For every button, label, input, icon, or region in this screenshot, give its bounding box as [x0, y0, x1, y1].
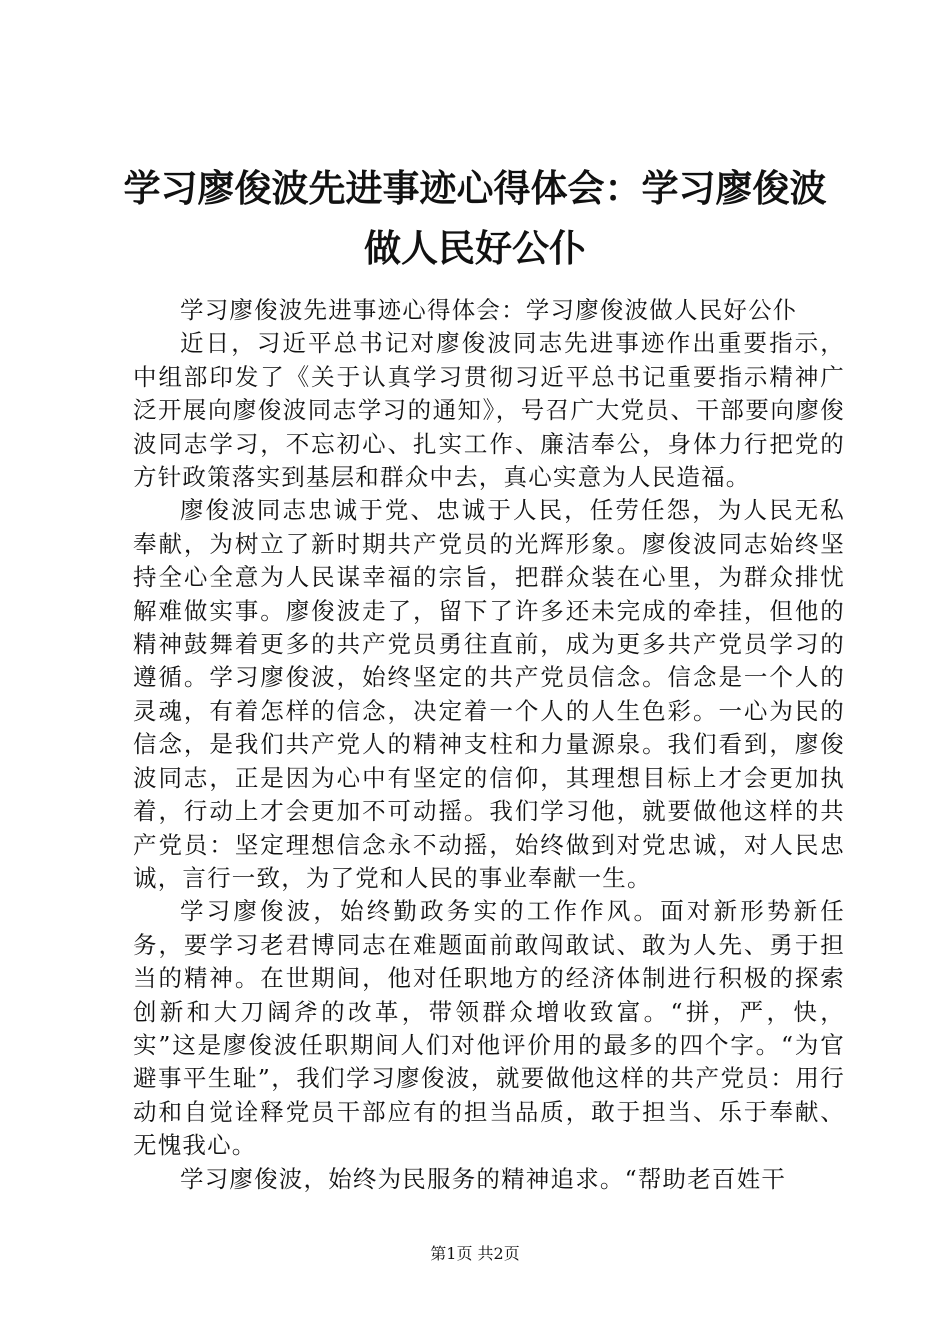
paragraph: 廖俊波同志忠诚于党、忠诚于人民，任劳任怨，为人民无私奉献，为树立了新时期共产党员的光辉形象。廖俊波同志始终坚持全心全意为人民谋幸福的宗旨，把群众装在心里，为群众排忧解难做实事。廖俊波走了，留下了许多还未完成的牵挂，但他的精神鼓舞着更多的共产党员勇往直前，成为更多共产党员学习的遵循。学习廖俊波，始终坚定的共产党员信念。信念是一个人的灵魂，有着怎样的信念，决定着一个人的人生色彩。一心为民的信念，是我们共产党人的精神支柱和力量源泉。我们看到，廖俊波同志，正是因为心中有坚定的信仰，其理想目标上才会更加执着，行动上才会更加不可动摇。我们学习他，就要做他这样的共产党员：坚定理想信念永不动摇，始终做到对党忠诚，对人民忠诚，言行一致，为了党和人民的事业奉献一生。	[133, 496, 845, 892]
paragraph: 学习廖俊波，始终勤政务实的工作作风。面对新形势新任务，要学习老君博同志在难题面前敢闯敢试、敢为人先、勇于担当的精神。在世期间，他对任职地方的经济体制进行积极的探索创新和大刀阔斧的改革，带领群众增收致富。“拼，严，快，实”这是廖俊波任职期间人们对他评价用的最多的四个字。“为官避事平生耻”，我们学习廖俊波，就要做他这样的共产党员：用行动和自觉诠释党员干部应有的担当品质，敢于担当、乐于奉献、无愧我心。	[133, 897, 845, 1160]
paragraph: 学习廖俊波，始终为民服务的精神追求。“帮助老百姓干	[180, 1164, 787, 1193]
paragraph-subtitle: 学习廖俊波先进事迹心得体会：学习廖俊波做人民好公仆	[180, 296, 798, 324]
paragraph: 近日，习近平总书记对廖俊波同志先进事迹作出重要指示，中组部印发了《关于认真学习贯彻习近平总书记重要指示精神广泛开展向廖俊波同志学习的通知》，号召广大党员、干部要向廖俊波同志学习，不忘初心、扎实工作、廉洁奉公，身体力行把党的方针政策落实到基层和群众中去，真心实意为人民造福。	[133, 329, 845, 492]
document-title: 学习廖俊波先进事迹心得体会：学习廖俊波做人民好公仆	[123, 166, 827, 270]
page-footer: 第1页 共2页	[430, 1244, 520, 1263]
document-body	[133, 294, 845, 1196]
